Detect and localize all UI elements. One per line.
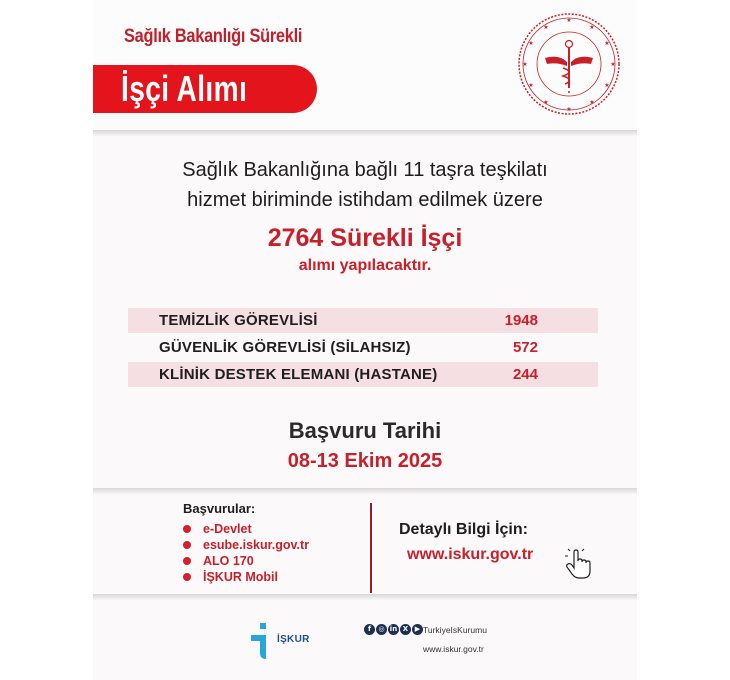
iskur-logo-icon <box>251 623 273 659</box>
channel-label: e-Devlet <box>203 522 252 536</box>
iskur-logo-text: İŞKUR <box>277 634 310 645</box>
header-subtitle: Sağlık Bakanlığı Sürekli <box>124 26 303 47</box>
svg-text:★: ★ <box>528 40 534 47</box>
channel-label: İŞKUR Mobil <box>203 570 278 584</box>
application-channels <box>93 493 637 593</box>
header-title: İşçi Alımı <box>121 68 248 109</box>
title-banner <box>93 65 317 113</box>
hiring-total: 2764 Sürekli İşçi <box>267 224 463 252</box>
svg-text:★: ★ <box>543 24 549 31</box>
intro-line-2: hizmet biriminde istihdam edilmek üzere <box>187 189 543 211</box>
position-count: 244 <box>512 366 538 383</box>
svg-text:★: ★ <box>589 99 595 106</box>
channel-label: esube.iskur.gov.tr <box>203 538 310 552</box>
channel-item <box>183 537 309 553</box>
svg-text:★: ★ <box>604 82 610 89</box>
bullet-icon <box>183 557 191 565</box>
footer-url: www.iskur.gov.tr <box>423 644 484 654</box>
hiring-subtext: alımı yapılacaktır. <box>298 257 432 274</box>
header <box>93 0 637 133</box>
youtube-icon[interactable]: ▶ <box>412 624 423 635</box>
ministry-seal-icon <box>515 10 623 118</box>
svg-text:★: ★ <box>522 61 528 68</box>
social-handle: TurkiyeIsKurumu <box>423 625 487 635</box>
bullet-icon <box>183 573 191 581</box>
svg-text:★: ★ <box>589 24 595 31</box>
svg-text:★: ★ <box>543 99 549 106</box>
channel-label: ALO 170 <box>203 554 254 568</box>
position-row <box>128 308 598 333</box>
footer <box>93 600 637 680</box>
svg-text:★: ★ <box>566 17 572 24</box>
x-icon[interactable]: X <box>400 624 411 635</box>
svg-text:★: ★ <box>566 106 572 113</box>
position-count: 1948 <box>504 312 538 329</box>
main-section <box>93 136 637 488</box>
details-title: Detaylı Bilgi İçin: <box>399 521 528 538</box>
details-link: www.iskur.gov.tr <box>407 546 534 563</box>
application-date: 08-13 Ekim 2025 <box>287 450 443 472</box>
svg-text:★: ★ <box>610 61 616 68</box>
facebook-icon[interactable]: f <box>364 624 375 635</box>
bullet-icon <box>183 525 191 533</box>
linkedin-icon[interactable]: in <box>389 625 398 633</box>
channel-list <box>183 521 309 585</box>
channel-item <box>183 553 309 569</box>
svg-text:★: ★ <box>604 40 610 47</box>
channels-title: Başvurular: <box>183 501 256 516</box>
vertical-divider <box>370 503 372 593</box>
position-name: GÜVENLİK GÖREVLİSİ (SİLAHSIZ) <box>159 339 411 356</box>
position-name: TEMİZLİK GÖREVLİSİ <box>159 312 318 329</box>
channel-item <box>183 521 309 537</box>
intro-line-1: Sağlık Bakanlığına bağlı 11 taşra teşkilatı <box>182 159 548 181</box>
position-row <box>128 362 598 387</box>
svg-text:★: ★ <box>528 82 534 89</box>
instagram-icon[interactable]: ◎ <box>376 624 387 635</box>
position-row <box>128 335 598 360</box>
poster <box>93 0 637 680</box>
position-count: 572 <box>512 339 538 356</box>
channel-item <box>183 569 309 585</box>
positions-table <box>128 308 598 389</box>
position-name: KLİNİK DESTEK ELEMANI (HASTANE) <box>159 366 438 383</box>
bullet-icon <box>183 541 191 549</box>
pointer-hand-icon <box>563 548 593 580</box>
social-icons <box>364 624 423 635</box>
application-date-title: Başvuru Tarihi <box>288 418 442 443</box>
